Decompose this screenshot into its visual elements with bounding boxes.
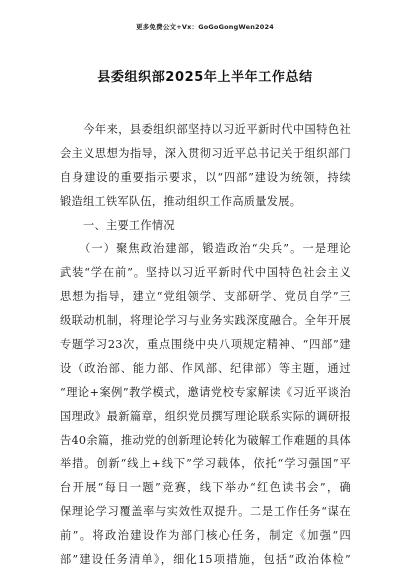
- body-line: 专题学习23次，重点围绕中央八项规定精神、“四部”建: [60, 338, 351, 352]
- body-line: 告40余篇，推动党的创新理论转化为破解工作难题的具体: [60, 433, 351, 447]
- body-line: 今年来，县委组织部坚持以习近平新时代中国特色社: [60, 123, 351, 136]
- body-line: “理论+案例”教学模式，邀请党校专家解读《习近平谈治: [60, 385, 351, 399]
- body-line: 自身建设的重要指示要求，以“四部”建设为统领，持续: [60, 170, 351, 184]
- body-line: 思想为指导，建立“党组领学、支部研学、党员自学”三: [60, 290, 351, 304]
- body-line: 举措。创新“线上+线下”学习载体，依托“学习强国”平: [60, 457, 351, 471]
- body-line: 设（政治部、能力部、作风部、纪律部）等主题，通过: [60, 361, 351, 375]
- body-line: 锻造组工铁军队伍，推动组织工作高质量发展。: [60, 194, 302, 208]
- document-title: 县委组织部2025年上半年工作总结: [97, 70, 313, 85]
- body-line: 国理政》最新篇章，组织党员撰写理论联系实际的调研报: [60, 409, 351, 423]
- body-line: 台开展“每日一题”竞赛，线下举办“红色读书会”，确: [60, 481, 351, 495]
- body-line: 部”建设任务清单》，细化15项措施，包括“政治体检”: [60, 553, 351, 567]
- body-line: 保理论学习覆盖率与实效性双提升。二是工作任务“谋在: [60, 505, 351, 519]
- section-heading: 一、主要工作情况: [60, 218, 175, 232]
- body-line: 前”。将政治建设作为部门核心任务，制定《加强“四: [60, 529, 351, 543]
- document-body: [60, 118, 351, 572]
- header-note: 更多免费公文+Vx：GoGoGongWen2024: [136, 23, 274, 31]
- body-line: 会主义思想为指导，深入贯彻习近平总书记关于组织部门: [60, 146, 351, 160]
- body-line: 级联动机制，将理论学习与业务实践深度融合。全年开展: [60, 314, 351, 328]
- body-line: 武装“学在前”。坚持以习近平新时代中国特色社会主义: [60, 266, 351, 280]
- body-line: （一）聚焦政治建部，锻造政治“尖兵”。一是理论: [60, 242, 351, 256]
